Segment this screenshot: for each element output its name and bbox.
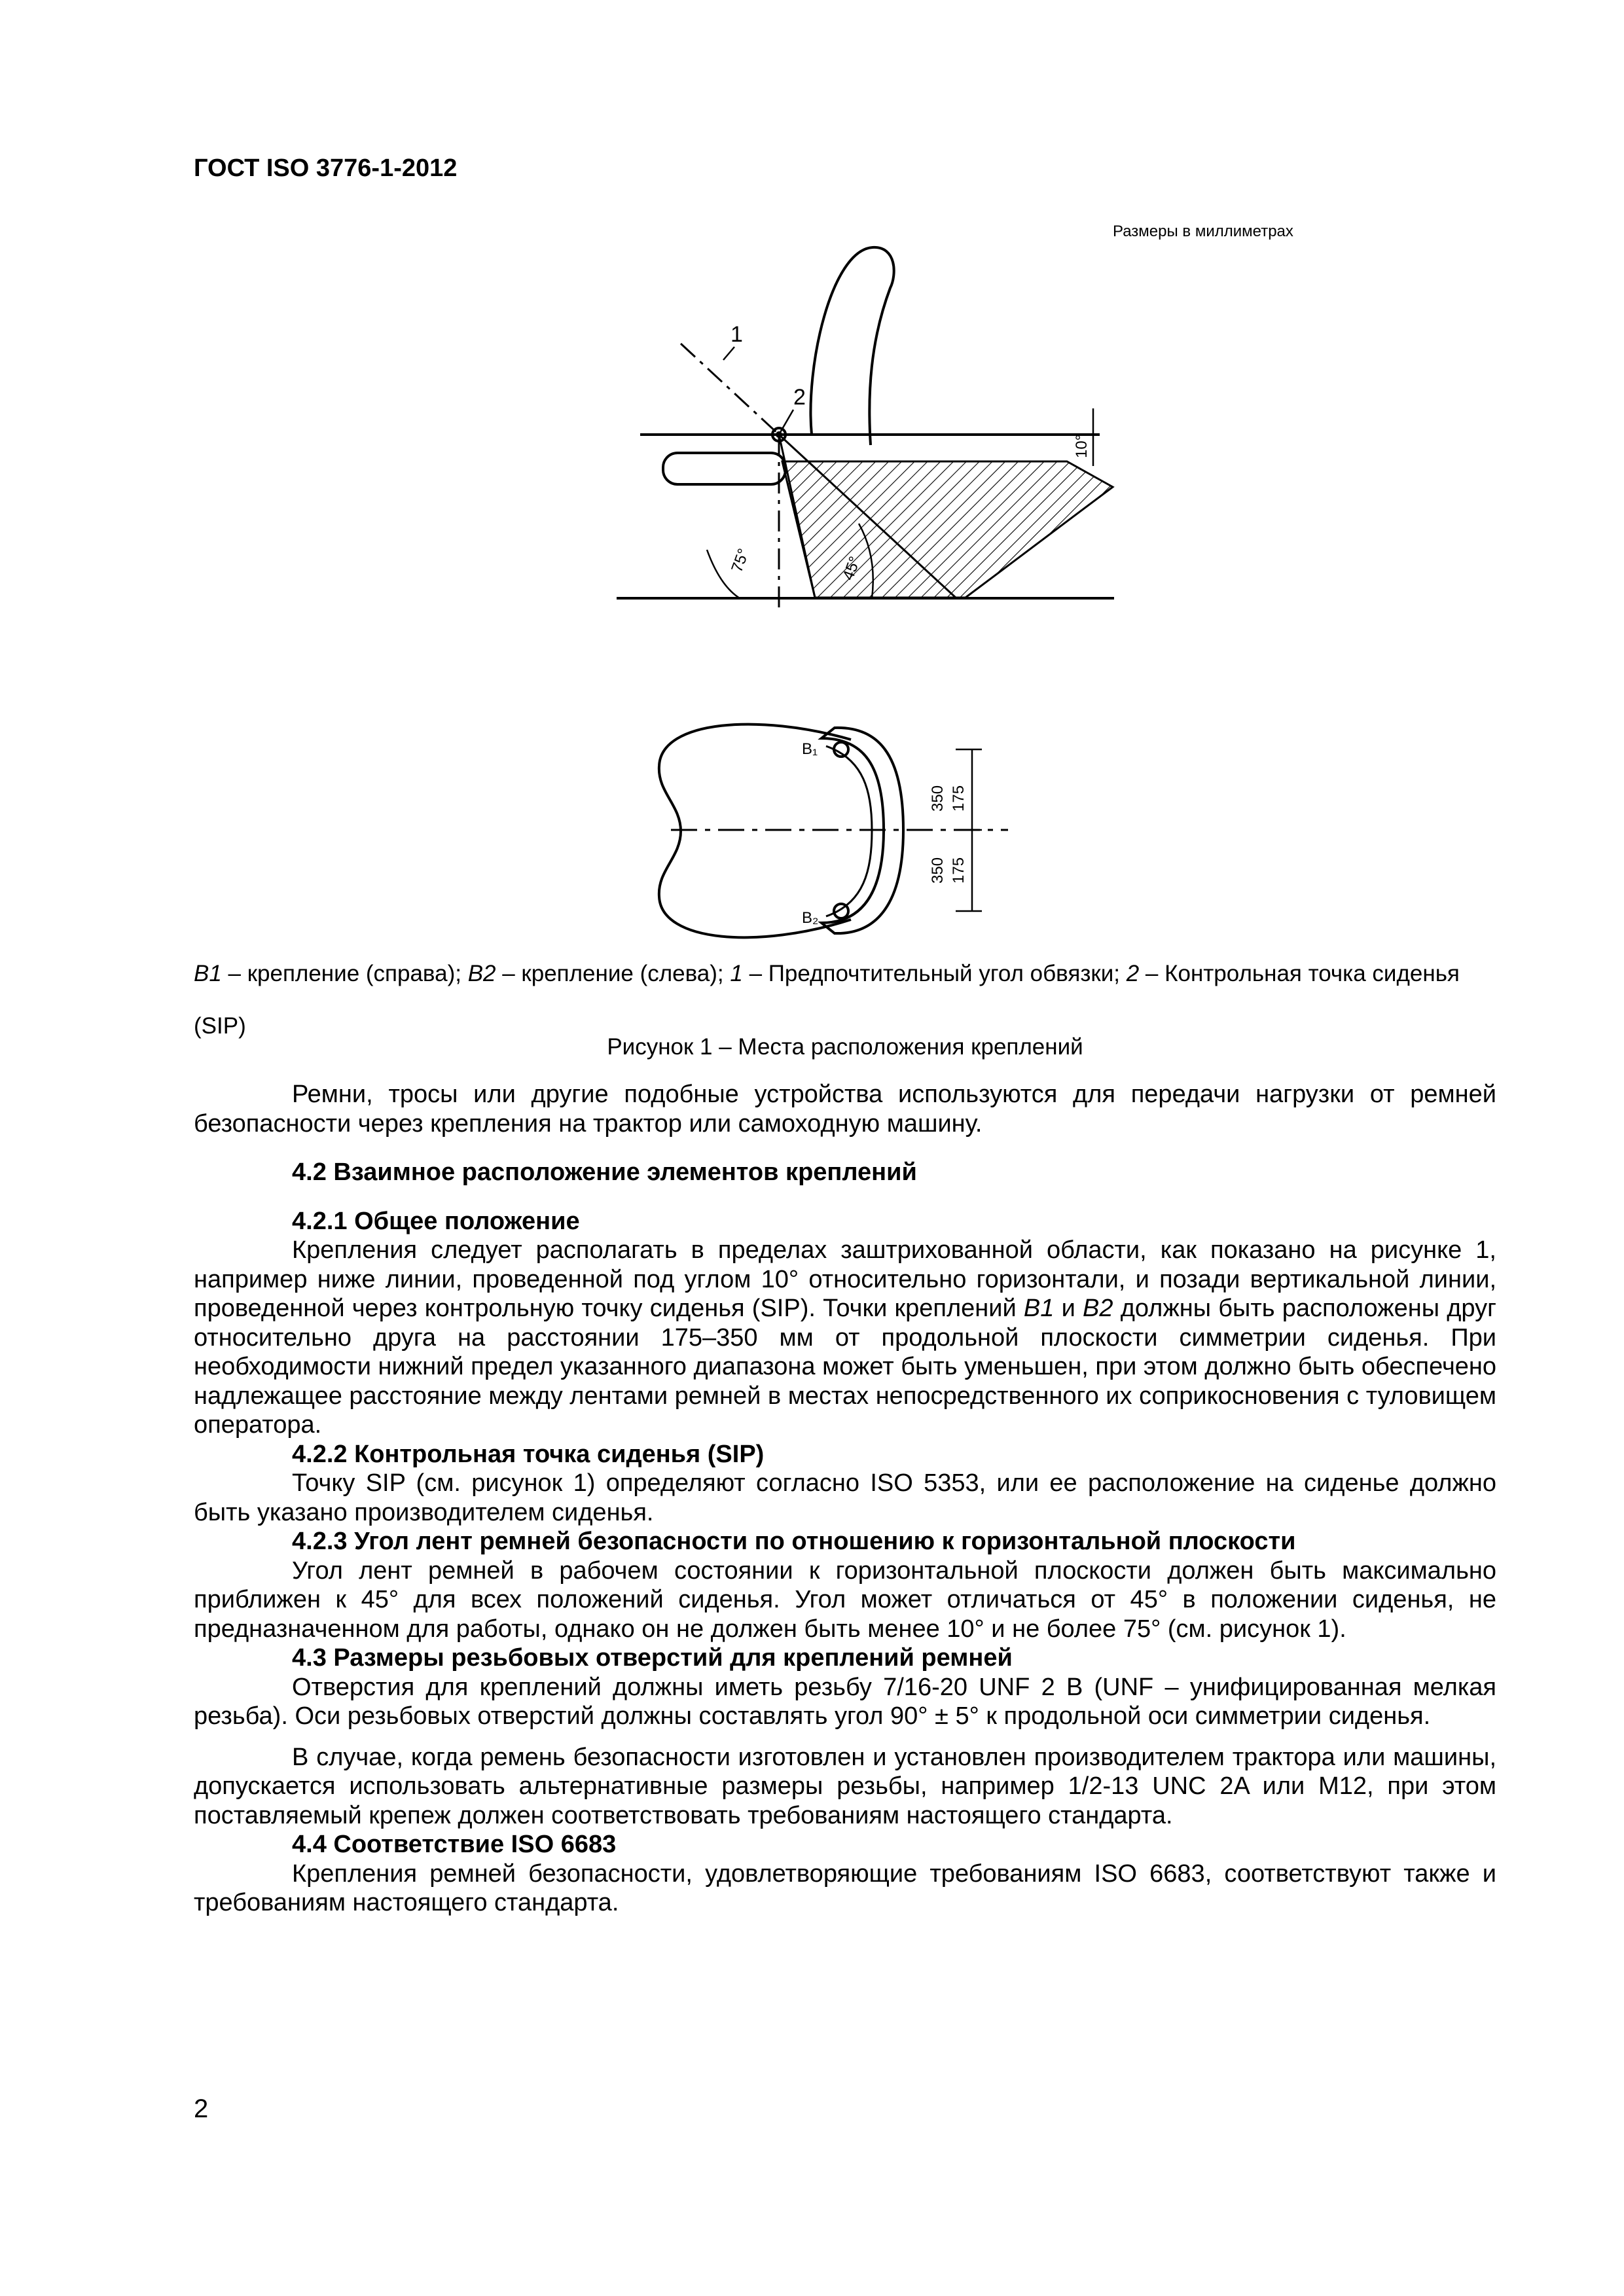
- paragraph-intro: Ремни, тросы или другие подобные устройства используются для передачи нагрузки от ремней безопасности через крепления на трактор или самоходную машину.: [194, 1081, 1496, 1138]
- paragraph-4-2-2: Точку SIP (см. рисунок 1) определяют согласно ISO 5353, или ее расположение на сиденье должно быть указано производителем сиденья.: [194, 1469, 1496, 1526]
- document-body: [194, 1080, 1496, 1918]
- figure-caption: Рисунок 1 – Места расположения креплений: [607, 1034, 1083, 1060]
- side-view: [617, 247, 1114, 609]
- heading-4-2-1: 4.2.1 Общее положение: [292, 1207, 580, 1235]
- paragraph-4-3-b: В случае, когда ремень безопасности изготовлен и установлен производителем трактора или машины, допускается использовать альтернативные размеры резьбы, например 1/2-13 UNC 2A или M12, при этом поставляемый крепеж должен соответствовать требованиям настоящего стандарта.: [194, 1743, 1496, 1829]
- dim-175-lower: 175: [950, 857, 967, 884]
- legend-b2-symbol: B2: [467, 961, 496, 986]
- label-b1: B₁: [802, 740, 818, 758]
- seat-backrest: [810, 247, 893, 445]
- legend-b1-text: – крепление (справа);: [221, 961, 468, 986]
- heading-4-2-2: 4.2.2 Контрольная точка сиденья (SIP): [292, 1440, 765, 1468]
- paragraph-4-2-1: [194, 1236, 1496, 1440]
- hatched-zone: [782, 461, 1113, 598]
- label-2: 2: [793, 385, 806, 410]
- heading-4-2: 4.2 Взаимное расположение элементов креплений: [292, 1158, 917, 1186]
- legend-1-symbol: 1: [730, 961, 743, 986]
- heading-4-3: 4.3 Размеры резьбовых отверстий для креплений ремней: [292, 1644, 1013, 1672]
- legend-b2-text: – крепление (слева);: [496, 961, 731, 986]
- paragraph-4-2-1-part-a: Крепления следует располагать в пределах заштрихованной области, как показано на рисунке 1, например ниже линии, проведенной под углом 10° относительно горизонтали, и позади вертикальной линии, проведенной через контрольную точку сиденья (SIP). Точки креплений: [194, 1236, 1496, 1322]
- dim-175-upper: 175: [950, 785, 967, 812]
- legend-1-text: – Предпочтительный угол обвязки;: [742, 961, 1127, 986]
- dim-350-upper: 350: [929, 785, 947, 812]
- heading-4-4: 4.4 Соответствие ISO 6683: [292, 1831, 617, 1858]
- preferred-angle-line: [681, 344, 779, 435]
- figure-1-diagram: [589, 242, 1244, 949]
- page-number: 2: [194, 2094, 209, 2123]
- legend-b1-symbol: B1: [194, 961, 222, 986]
- legend-2-symbol: 2: [1126, 961, 1140, 986]
- leader-2: [779, 410, 793, 435]
- units-note: Размеры в миллиметрах: [1113, 223, 1293, 240]
- paragraph-4-2-3: Угол лент ремней в рабочем состоянии к горизонтальной плоскости должен быть максимально приближен к 45° для всех положений сиденья. Угол может отличаться от 45° в положении сиденья, не предназначенном для работы, однако он не должен быть менее 10° и не более 75° (см. рисунок 1).: [194, 1556, 1496, 1643]
- anchor-b2-ref: B2: [1083, 1295, 1113, 1322]
- seat-cushion-armrest: [663, 453, 785, 484]
- document-header: ГОСТ ISO 3776-1-2012: [194, 154, 458, 182]
- angle-10-label: 10°: [1073, 434, 1091, 458]
- dim-350-lower: 350: [929, 857, 947, 884]
- leader-1: [723, 347, 734, 360]
- legend-2-text: – Контрольная точка сиденья (SIP): [194, 961, 1460, 1039]
- angle-75-label: 75°: [728, 546, 753, 575]
- angle-45-label: 45°: [839, 554, 865, 583]
- top-view: [659, 725, 1008, 938]
- anchor-b1-ref: B1: [1023, 1295, 1055, 1322]
- paragraph-4-2-1-part-c: должны быть расположены друг относительно друга на расстоянии 175–350 мм от продольной плоскости симметрии сиденья. При необходимости нижний предел указанного диапазона может быть уменьшен, при этом должно быть обеспечено надлежащее расстояние между лентами ремней в местах непосредственного их соприкосновения с туловищем оператора.: [194, 1295, 1496, 1439]
- paragraph-4-3-a: Отверстия для креплений должны иметь резьбу 7/16-20 UNF 2 B (UNF – унифицированная мелкая резьба). Оси резьбовых отверстий должны составлять угол 90° ± 5° к продольной оси симметрии сиденья.: [194, 1673, 1496, 1730]
- heading-4-2-3: 4.2.3 Угол лент ремней безопасности по отношению к горизонтальной плоскости: [292, 1528, 1296, 1555]
- paragraph-4-2-1-and: и: [1054, 1295, 1083, 1322]
- label-b2: B₂: [802, 909, 819, 927]
- paragraph-4-4: Крепления ремней безопасности, удовлетворяющие требованиям ISO 6683, соответствуют также и требованиям настоящего стандарта.: [194, 1859, 1496, 1916]
- label-1: 1: [731, 322, 743, 347]
